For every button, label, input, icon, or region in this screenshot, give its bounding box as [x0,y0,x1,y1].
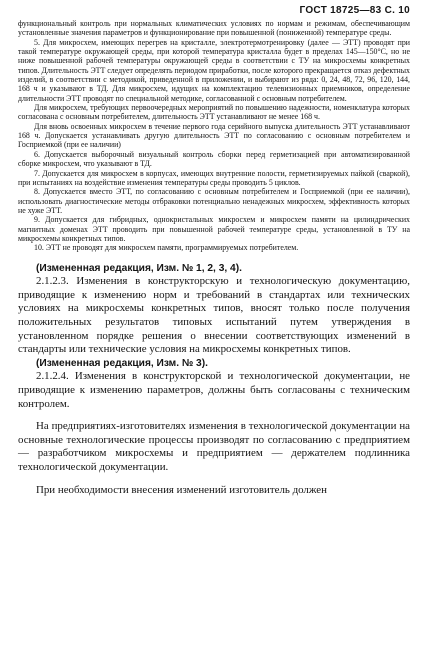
main-text-section [18,262,410,498]
paragraph-new-products: Для вновь освоенных микросхем в течение первого года серийного выпуска длительность ЭТТ устанавливают 168 ч. Допускается устанавливать другую длительность ЭТТ по согласованию с основным потребителем и Госприемкой (при ее наличии) [18,121,410,150]
amendment-note-2: (Измененная редакция, Изм. № 3). [36,357,208,369]
paragraph-enterprises: На предприятиях-изготовителях изменения в технологической документации на основные технологические процессы производят по согласованию с предприятием — разработчиком микросхемы и предприятием — держателем подлинника технологической документации. [18,420,410,473]
amendment-note-1: (Измененная редакция, Изм. № 1, 2, 3, 4). [36,262,242,274]
paragraph-item-10: 10. ЭТТ не проводят для микросхем памяти, программируемых потребителем. [34,243,299,253]
small-print-section [18,19,410,253]
paragraph-reliability: Для микросхем, требующих первоочередных мероприятий по повышению надежности, номенклатура которых согласована с основным потребителем, длительность ЭТТ устанавливают не менее 168 ч. [18,103,410,122]
paragraph-last: При необходимости внесения изменений изготовитель должен [36,483,327,496]
paragraph-2-1-2-4: 2.1.2.4. Изменения в конструкторской и технологической документации, не приводящие к изменению параметров, должны быть согласованы с техническим контролем. [18,370,410,410]
paragraph-functional-control: функциональный контроль при нормальных климатических условиях по нормам и режимам, обеспечивающим установленные значения параметров и функционирование при повышенной (пониженной) температуре среды. [18,19,410,38]
running-header: ГОСТ 18725—83 С. 10 [299,5,410,16]
paragraph-item-8: 8. Допускается вместо ЭТТ, по согласованию с основным потребителем и Госприемкой (при ее наличии), использовать диагностические методы отбраковки потенциально ненадежных микросхем, эффективность которых не хуже ЭТТ. [18,187,410,215]
paragraph-item-9: 9. Допускается для гибридных, однокристальных микросхем и микросхем памяти на цилиндрических магнитных доменах ЭТТ проводить при повышенной рабочей температуре среды, установленной в ТУ на микросхемы конкретных типов. [18,215,410,243]
paragraph-item-5: 5. Для микросхем, имеющих перегрев на кристалле, электротермотренировку (далее — ЭТТ) проводят при такой температуре окружающей среды, при которой температура кристалла будет в пределах 145—150°С, но не ниже повышенной рабочей температуры окружающей среды в соответствии с ТУ на микросхемы конкретных типов. Длительность ЭТТ следует определять периодом приработки, после которого прекращается отказ дефектных изделий, в соответствии с методикой, приведенной в приложении, и выбирают из ряда: 0, 24, 48, 72, 96, 120, 144, 168 ч и указывают в ТД. Для микросхем, идущих на комплектацию телевизионных приемников, определение длительности ЭТТ проводят по специальной методике, согласованной с основным потребителем. [18,37,410,103]
paragraph-item-6: 6. Допускается выборочный визуальный контроль сборки перед герметизацией при автоматизированной сборке микросхем, что указывают в ТД. [18,149,410,169]
paragraph-2-1-2-3: 2.1.2.3. Изменения в конструкторскую и технологическую документацию, приводящие к изменению норм и требований в стандартах или технических условиях на микросхемы конкретных типов, вносят только после получения положительных результатов типовых испытаний путем утверждения в установленном порядке решения о внесении соответствующих изменений в стандарты или технические условия на микросхемы конкретных типов. [18,275,410,356]
paragraph-item-7: 7. Допускается для микросхем в корпусах, имеющих внутренние полости, герметизируемых пайкой (сваркой), при испытаниях на воздействие изменения температуры среды проводить 5 циклов. [18,168,410,187]
